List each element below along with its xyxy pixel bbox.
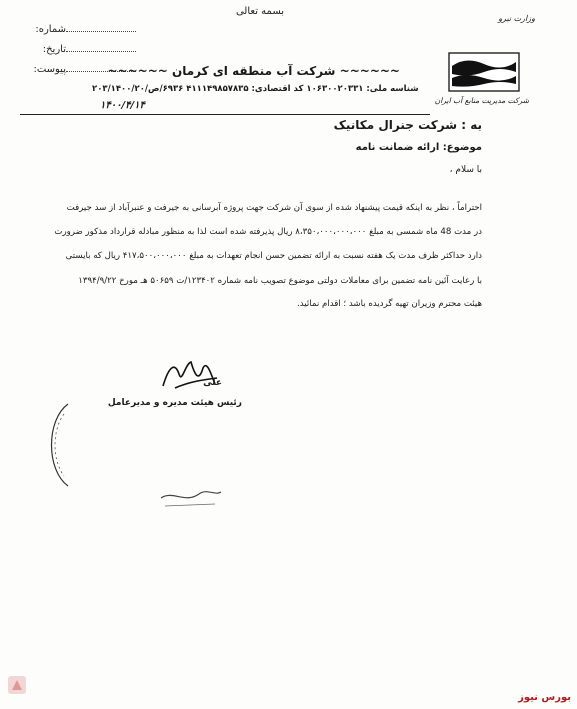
company-ids-line: شناسه ملی: ۱۰۶۳۰۰۲۰۳۳۱ کد اقتصادی: ۴۱۱۱۴۹۸۵۷۸۳۵ ۶۹۳۶/ص/۲۰۳/۱۴۰۰/۲۰ xyxy=(92,84,419,94)
subject-line: موضوع: ارائه ضمانت نامه xyxy=(355,142,482,153)
company-title: ~~~~~~ شرکت آب منطقه ای کرمان ~~~~~~ xyxy=(107,64,400,78)
company-logo xyxy=(448,52,520,92)
meta-attachment-label: پیوست: xyxy=(33,64,66,75)
meta-number-label: شماره: xyxy=(35,24,66,35)
watermark-text: بورس نیوز xyxy=(518,692,571,703)
signer-name: علی xyxy=(203,378,222,388)
bottom-stamp-mark xyxy=(155,480,225,510)
handwritten-signature xyxy=(155,356,225,396)
header-rule xyxy=(20,114,430,115)
meta-date-label: تاریخ: xyxy=(42,44,66,55)
greeting-line: با سلام ، xyxy=(449,165,482,175)
meta-date-row xyxy=(32,42,138,55)
ministry-label: وزارت نیرو xyxy=(498,14,535,23)
meta-number-dots xyxy=(66,22,136,32)
paragraph-line-2: در مدت 48 ماه شمسی به مبلغ ۸،۳۵۰،۰۰۰،۰۰۰،۰۰۰ ریال پذیرفته شده است لذا به منظور مبادله قرارداد مذکور ضرورت xyxy=(54,227,482,237)
meta-date-dots xyxy=(66,42,136,52)
logo-caption: شرکت مدیریت منابع آب ایران xyxy=(434,96,529,105)
bismillah-heading: بسمه تعالی xyxy=(235,6,285,17)
meta-number-row xyxy=(32,22,138,35)
paragraph-line-3: دارد حداکثر ظرف مدت یک هفته نسبت به ارائه تضمین حسن انجام تعهدات به مبلغ ۴۱۷،۵۰۰،۰۰۰،۰۰۰ ریال که بایستی xyxy=(65,251,482,261)
letter-date: ۱۴۰۰/۴/۱۴ xyxy=(100,100,145,111)
paragraph-line-1: احتراماً ، نظر به اینکه قیمت پیشنهاد شده از سوی آن شرکت جهت پروژه آبرسانی به جیرفت و عنبرآباد از سد جیرفت xyxy=(66,203,482,213)
margin-stamp-mark xyxy=(38,400,78,490)
recipient-line: به : شرکت جنرال مکانیک xyxy=(333,118,482,132)
watermark-logo xyxy=(6,672,28,698)
signer-title: رئیس هیئت مدیره و مدیرعامل xyxy=(107,398,242,408)
paragraph-line-5: هیئت محترم وزیران تهیه گردیده باشد ؛ اقدام نمائید. xyxy=(297,299,482,309)
paragraph-line-4: با رعایت آئین نامه تضمین برای معاملات دولتی موضوع تصویب نامه شماره ۱۲۳۴۰۲/ت ۵۰۶۵۹ هـ مورخ ۱۳۹۴/۹/۲۲ xyxy=(78,276,482,286)
